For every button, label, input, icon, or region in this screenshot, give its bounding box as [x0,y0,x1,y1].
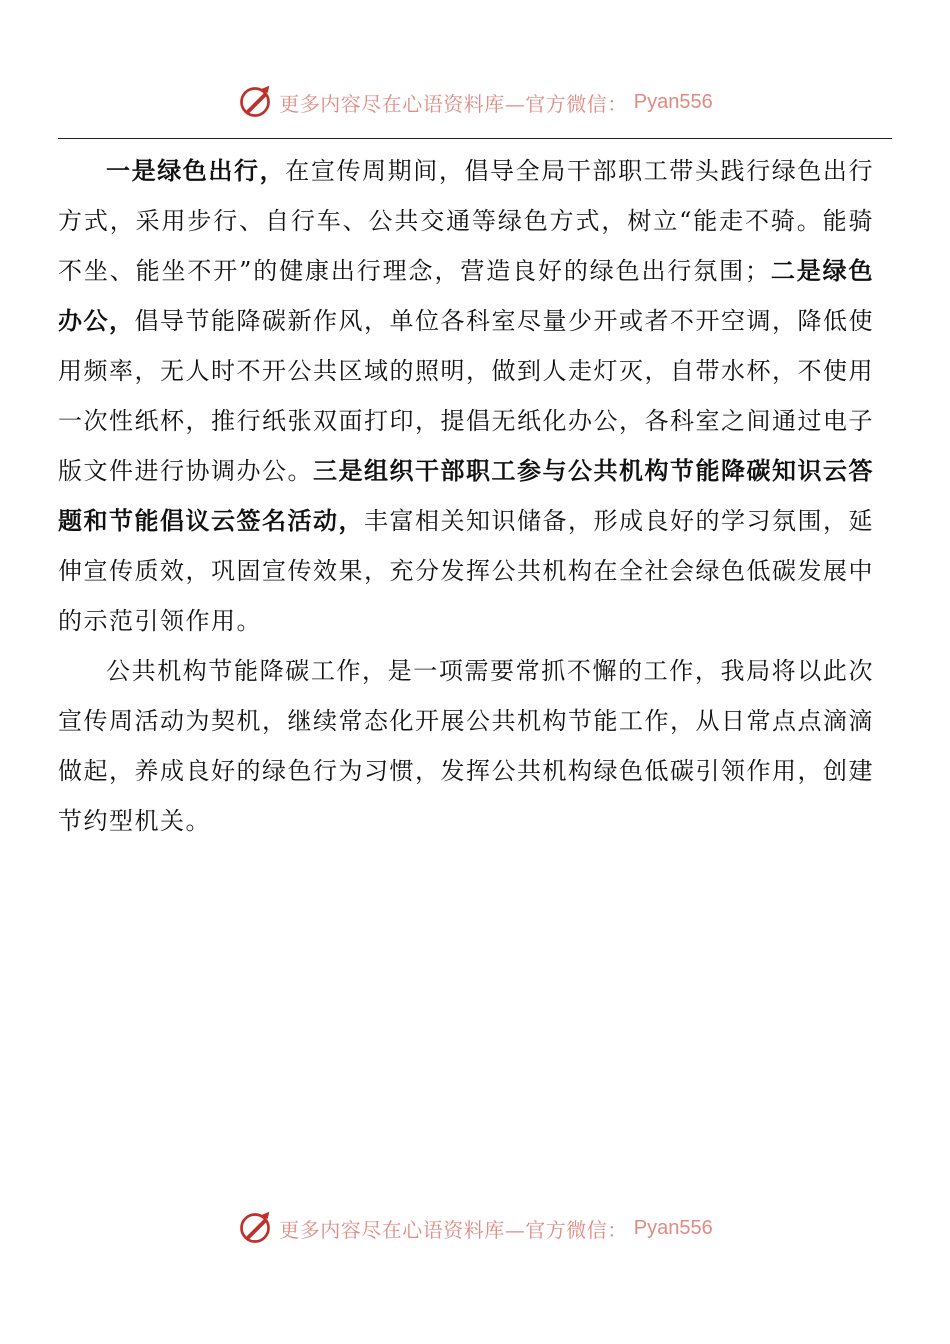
bold-lead-green-office: 二是绿色办公， [58,256,874,335]
paragraph-conclusion: 公共机构节能降碳工作，是一项需要常抓不懈的工作，我局将以此次宣传周活动为契机，继续常态化开展公共机构节能工作，从日常点点滴滴做起，养成良好的绿色行为习惯，发挥公共机构绿色低碳引领作用，创建节约型机关。 [58,657,874,835]
pen-seal-icon [237,84,273,120]
header-watermark [0,84,950,120]
watermark-text: 更多内容尽在心语资料库—官方微信： [279,1217,628,1242]
paragraph-measures [58,146,874,646]
text-green-office: 倡导节能降碳新作风，单位各科室尽量少开或者不开空调，降低使用频率，无人时不开公共区域的照明，做到人走灯灭，自带水杯，不使用一次性纸杯，推行纸张双面打印，提倡无纸化办公，各科室之间通过电子版文件进行协调办公。 [58,307,874,485]
watermark-wechat-id: Pyan556 [633,90,713,113]
bold-lead-cloud-activities: 三是组织干部职工参与公共机构节能降碳知识云答题和节能倡议云签名活动， [58,456,874,535]
text-green-travel: 在宣传周期间，倡导全局干部职工带头践行绿色出行方式，采用步行、自行车、公共交通等绿色方式，树立“能走不骑。能骑不坐、能坐不开”的健康出行理念，营造良好的绿色出行氛围； [58,157,875,285]
bold-lead-green-travel: 一是绿色出行， [106,156,286,185]
header-divider [58,138,892,139]
pen-seal-icon [237,1210,273,1246]
watermark-wechat-id: Pyan556 [633,1216,713,1239]
watermark-text: 更多内容尽在心语资料库—官方微信： [279,91,628,116]
document-body [58,146,874,846]
footer-watermark [0,1210,950,1246]
text-cloud-activities: 丰富相关知识储备，形成良好的学习氛围，延伸宣传质效，巩固宣传效果，充分发挥公共机构在全社会绿色低碳发展中的示范引领作用。 [58,507,874,635]
